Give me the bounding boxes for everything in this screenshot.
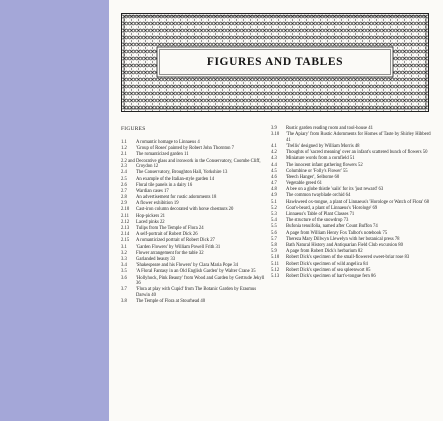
figure-entry (121, 299, 265, 305)
figure-caption: Wardian cases 17 (136, 188, 169, 194)
figure-caption: The structure of the snowdrop 73 (286, 218, 349, 224)
figure-caption: 'Garden Flowers' by William Powell Frith 31 (136, 244, 221, 250)
figure-caption: Floral tile panels in a dairy 16 (136, 182, 193, 188)
figure-number: 4.8 (271, 187, 277, 193)
figure-number: 5.2 (271, 205, 277, 211)
figure-caption: 'A Floral Fantasy in an Old English Garden' by Walter Crane 35 (136, 269, 256, 275)
figure-caption: The Conservatory, Broughton Hall, Yorkshire 13 (136, 170, 228, 176)
figure-caption: 'Trellis' designed by William Morris 48 (286, 143, 360, 149)
figure-number: 2.15 (121, 238, 130, 244)
figure-entries-right (271, 126, 433, 280)
page-title: FIGURES AND TABLES (161, 51, 389, 73)
figure-entry (121, 140, 265, 146)
figure-caption: Robert Dick's specimen of hart's-tongue fern 86 (286, 273, 376, 279)
figure-entry (121, 146, 265, 152)
figure-number: 5.5 (271, 224, 277, 230)
figure-caption: Linnaeus's Table of Plant Classes 71 (286, 212, 355, 218)
figure-number: 4.3 (271, 156, 277, 162)
figure-caption: An example of the Italian-style garden 14 (136, 176, 215, 182)
figure-entry (121, 170, 265, 176)
figure-number: 3.4 (121, 263, 127, 269)
figure-number: 5.10 (271, 255, 280, 261)
figure-number: 3.6 (121, 275, 127, 281)
figure-caption: Thoughts of 'sacred meaning' over an infant's scattered bunch of flowers 50 (286, 150, 428, 156)
figure-entry (271, 243, 433, 249)
figure-caption: Robert Dick's specimen of wild angelica 84 (286, 261, 368, 267)
figure-number: 5.1 (271, 199, 277, 205)
figure-entry (121, 220, 265, 226)
figure-number: 2.9 (121, 201, 127, 207)
figure-number: 2.2 and 2.3 (121, 158, 135, 170)
figure-entry (121, 152, 265, 158)
figure-caption: Rustic garden reading room and tool-house 41 (286, 126, 373, 131)
figure-entry (271, 193, 433, 199)
figure-number: 3.8 (121, 299, 127, 305)
book-page (109, 0, 443, 421)
figure-number: 5.3 (271, 212, 277, 218)
figure-entry (121, 257, 265, 263)
figure-number: 2.7 (121, 188, 127, 194)
figure-caption: Columbine or 'Folly's Flower' 55 (286, 168, 348, 174)
figure-entry (121, 238, 265, 244)
figure-caption: Cast-iron column decorated with horse chestnuts 20 (136, 207, 234, 213)
figure-entry (271, 181, 433, 187)
figure-entry (121, 189, 265, 195)
figure-caption: 'Shakespeare and his Flowers' by Clara Maria Pope 34 (136, 263, 238, 269)
figure-entry (121, 269, 265, 275)
figure-entry (121, 232, 265, 238)
figure-number: 1.2 (121, 146, 127, 152)
figure-caption: 'Hollyhock, Pink Beauty' from Wood and Garden by Gertrude Jekyll 36 (136, 275, 265, 287)
figure-entry (121, 201, 265, 207)
figure-entry (271, 224, 433, 230)
figure-entry (271, 144, 433, 150)
figure-number: 2.4 (121, 170, 127, 176)
figure-caption: The Temple of Flora at Stourhead 40 (136, 299, 206, 305)
figure-entry (121, 214, 265, 220)
figure-caption: The romanticized garden 11 (136, 152, 189, 158)
figure-number: 2.12 (121, 219, 130, 225)
figure-entry (121, 195, 265, 201)
figure-number: 2.5 (121, 176, 127, 182)
figure-entry (271, 126, 433, 132)
figure-number: 4.6 (271, 174, 277, 180)
figure-number: 3.7 (121, 287, 127, 293)
figure-caption: A romanticized portrait of Robert Dick 27 (136, 238, 215, 244)
figure-caption: 'Flora at play with Cupid' from The Botanic Garden by Erasmus Darwin 40 (136, 287, 257, 298)
figure-entry (271, 150, 433, 156)
figure-entry (271, 169, 433, 175)
figure-entry (121, 251, 265, 257)
figure-entry (271, 187, 433, 193)
figure-number: 5.6 (271, 230, 277, 236)
figure-entry (121, 276, 265, 287)
figure-number: 3.9 (271, 126, 277, 131)
figure-entry (271, 175, 433, 181)
figure-entry (271, 218, 433, 224)
figure-caption: Vegetable greed 61 (286, 181, 322, 187)
figure-entry (121, 159, 265, 170)
figure-number: 2.14 (121, 232, 130, 238)
figure-caption: Miniature words from a cornfield 51 (286, 156, 355, 162)
figure-number: 4.7 (271, 181, 277, 187)
figure-number: 3.2 (121, 250, 127, 256)
figure-caption: Tulips from The Temple of Flora 24 (136, 226, 204, 232)
figure-number: 2.1 (121, 152, 127, 158)
figure-entry (121, 177, 265, 183)
figure-number: 3.10 (271, 132, 280, 138)
figure-entry (271, 262, 433, 268)
figure-caption: 'The Apiary' from Rustic Adornments for Homes of Taste by Shirley Hibberd 41 (286, 132, 431, 143)
figure-entry (271, 255, 433, 261)
figures-column-right (271, 126, 433, 280)
figure-entry (121, 263, 265, 269)
figure-entry (271, 249, 433, 255)
figure-caption: 'Group of Roses' painted by Robert John Thornton 7 (136, 146, 234, 152)
figure-entry (121, 226, 265, 232)
figure-number: 3.1 (121, 244, 127, 250)
figure-caption: The common twayblade orchid 64 (286, 193, 351, 199)
figure-caption: Goat's-beard, a plant of Linnaeus's 'Horologe' 69 (286, 205, 378, 211)
figure-caption: 'Beech Hanger', Selborne 60 (286, 174, 340, 180)
figure-number: 5.13 (271, 273, 280, 279)
figure-entry (271, 200, 433, 206)
ornamental-banner (121, 13, 429, 112)
figure-caption: Garlanded beauty 33 (136, 256, 176, 262)
figure-caption: A page from Robert Dick's herbarium 82 (286, 249, 363, 255)
figure-entry (271, 237, 433, 243)
figure-caption: Bath Natural History and Antiquarian Field Club excursion 80 (286, 242, 403, 248)
figure-number: 5.4 (271, 218, 277, 224)
figure-entry (271, 132, 433, 143)
figure-number: 4.2 (271, 150, 277, 156)
figure-caption: Bufonia tenuifolia, named after Count Buffon 74 (286, 224, 378, 230)
figure-caption: Hop-pickers 21 (136, 213, 166, 219)
figure-number: 5.12 (271, 267, 280, 273)
figure-number: 2.13 (121, 226, 130, 232)
figure-number: 3.5 (121, 269, 127, 275)
figure-number: 4.1 (271, 143, 277, 149)
figure-number: 4.5 (271, 168, 277, 174)
figure-entry (271, 206, 433, 212)
figure-entry (121, 207, 265, 213)
figure-entry (271, 156, 433, 162)
figure-number: 5.8 (271, 242, 277, 248)
figure-entry (271, 268, 433, 274)
figure-entries-left (121, 140, 265, 305)
figure-number: 5.7 (271, 236, 277, 242)
figure-caption: A self-portrait of Robert Dick 26 (136, 232, 198, 238)
figure-entry (271, 212, 433, 218)
section-heading: FIGURES (121, 126, 146, 132)
figure-entry (271, 274, 433, 280)
figure-caption: Flower arrangement for the table 32 (136, 250, 204, 256)
figure-entry (271, 163, 433, 169)
figure-entry (121, 245, 265, 251)
figure-number: 2.10 (121, 207, 130, 213)
figure-caption: A bee on a globe thistle 'sails' for its 'just reward' 63 (286, 187, 384, 193)
figure-number: 2.8 (121, 195, 127, 201)
figure-caption: Laced pinks 22 (136, 219, 165, 225)
figure-entry (121, 183, 265, 189)
figure-number: 4.4 (271, 162, 277, 168)
figure-number: 5.9 (271, 249, 277, 255)
figure-caption: A flower exhibition 19 (136, 201, 179, 207)
figure-number: 2.6 (121, 182, 127, 188)
figure-caption: An advertisement for rustic adornments 18 (136, 195, 217, 201)
figure-caption: Thereza Mary Dillwyn Llewelyn with her botanical press 78 (286, 236, 400, 242)
figure-number: 4.9 (271, 193, 277, 199)
figure-caption: The innocent infant gathering flowers 52 (286, 162, 363, 168)
figure-caption: A romantic homage to Linnaeus 4 (136, 140, 200, 145)
figure-number: 5.11 (271, 261, 280, 267)
figure-number: 1.1 (121, 140, 127, 145)
figure-caption: Robert Dick's specimen of sea spleenwort 85 (286, 267, 371, 273)
figure-caption: Decorative glass and ironwork in the Conservatory, Coombe Cliff, Croydon 12 (136, 158, 261, 170)
figure-number: 3.3 (121, 256, 127, 262)
figures-column-left (121, 126, 265, 305)
figure-entry (121, 287, 265, 298)
figures-list (121, 126, 433, 418)
figure-number: 2.11 (121, 213, 130, 219)
figure-entry (271, 231, 433, 237)
figure-caption: Robert Dick's specimen of the small-flowered sweet-briar rose 83 (286, 255, 410, 261)
figure-caption: Hawkweed ox-tongue, a plant of Linnaeus's 'Horologe or Watch of Flora' 68 (286, 199, 429, 205)
figure-caption: A page from William Henry Fox Talbot's notebook 75 (286, 230, 388, 236)
